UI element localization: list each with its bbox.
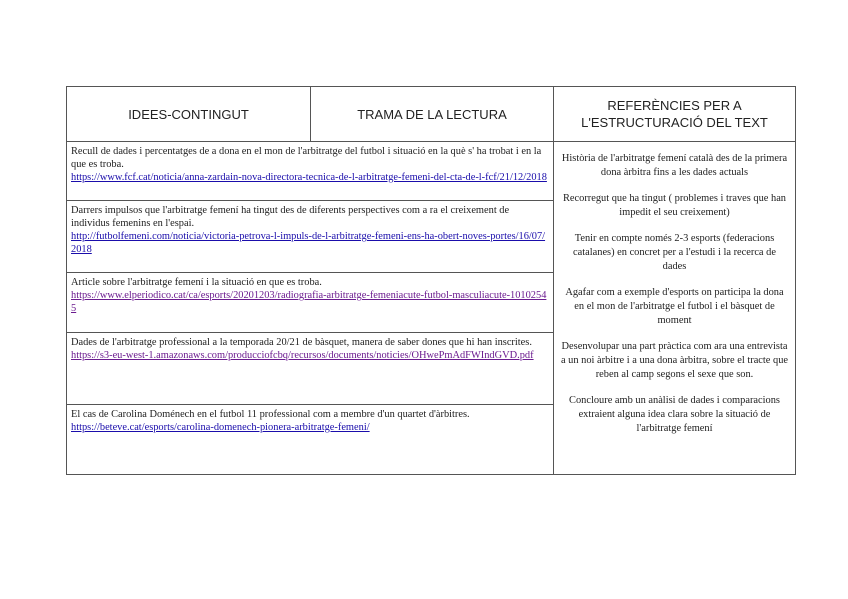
references-column — [554, 142, 795, 474]
row-link[interactable]: https://s3-eu-west-1.amazonaws.com/producciofcbq/recursos/documents/noticies/OHwePmAdFWIndGVD.pdf — [71, 350, 534, 361]
header-referencies: REFERÈNCIES PER A L'ESTRUCTURACIÓ DEL TEXT — [554, 87, 795, 142]
table-row — [67, 142, 553, 201]
row-text: Dades de l'arbitratge professional a la temporada 20/21 de bàsquet, manera de saber dones que hi han inscrites. — [71, 337, 532, 348]
table-row — [67, 405, 553, 474]
row-text: Article sobre l'arbitratge femení i la situació en que es troba. — [71, 277, 322, 288]
reference-item: Recorregut que ha tingut ( problemes i traves que han impedit el seu creixement) — [562, 193, 787, 218]
reference-item: Tenir en compte només 2-3 esports (federacions catalanes) en concret per a l'estudi i la recerca de dades — [573, 233, 776, 272]
rows-column — [67, 142, 554, 474]
row-text: Darrers impulsos que l'arbitratge femení ha tingut des de diferents perspectives com a ra el creixement de individus femenins en l'espai. — [71, 205, 510, 229]
content-table — [66, 86, 796, 475]
reference-item: Agafar com a exemple d'esports on participa la dona en el mon de l'arbitratge el futbol i el bàsquet de moment — [565, 287, 784, 326]
row-link[interactable]: https://www.fcf.cat/noticia/anna-zardain-nova-directora-tecnica-de-l-arbitratge-femeni-del-cta-de-l-fcf/21/12/2018 — [71, 172, 547, 183]
reference-item: Història de l'arbitratge femení català des de la primera dona àrbitra fins a les dades actuals — [561, 153, 788, 178]
table-row — [67, 201, 553, 273]
reference-item: Desenvolupar una part pràctica com ara una entrevista a un noi àrbitre i a una dona àrbitra, sobre el tracte que reben al camp segons el sexe que son. — [560, 341, 789, 380]
header-idees-contingut: IDEES-CONTINGUT — [67, 87, 311, 142]
header-trama-lectura: TRAMA DE LA LECTURA — [311, 87, 554, 142]
row-text: El cas de Carolina Doménech en el futbol 11 professional com a membre d'un quartet d'àrbitres. — [71, 409, 470, 420]
row-text: Recull de dades i percentatges de a dona en el mon de l'arbitratge del futbol i situació en la què s' ha trobat i en la que es troba. — [71, 146, 542, 170]
reference-item: Concloure amb un anàlisi de dades i comparacions extraient alguna idea clara sobre la situació de l'arbitratge femení — [569, 395, 780, 434]
table-row — [67, 333, 553, 405]
row-link[interactable]: https://beteve.cat/esports/carolina-domenech-pionera-arbitratge-femeni/ — [71, 422, 370, 433]
table-row — [67, 273, 553, 333]
row-link[interactable]: http://futbolfemeni.com/noticia/victoria-petrova-l-impuls-de-l-arbitratge-femeni-ens-ha-obert-noves-portes/16/07/2018 — [71, 231, 546, 255]
row-link[interactable]: https://www.elperiodico.cat/ca/esports/20201203/radiografia-arbitratge-femeniacute-futbol-masculiacute-10102545 — [71, 290, 547, 314]
